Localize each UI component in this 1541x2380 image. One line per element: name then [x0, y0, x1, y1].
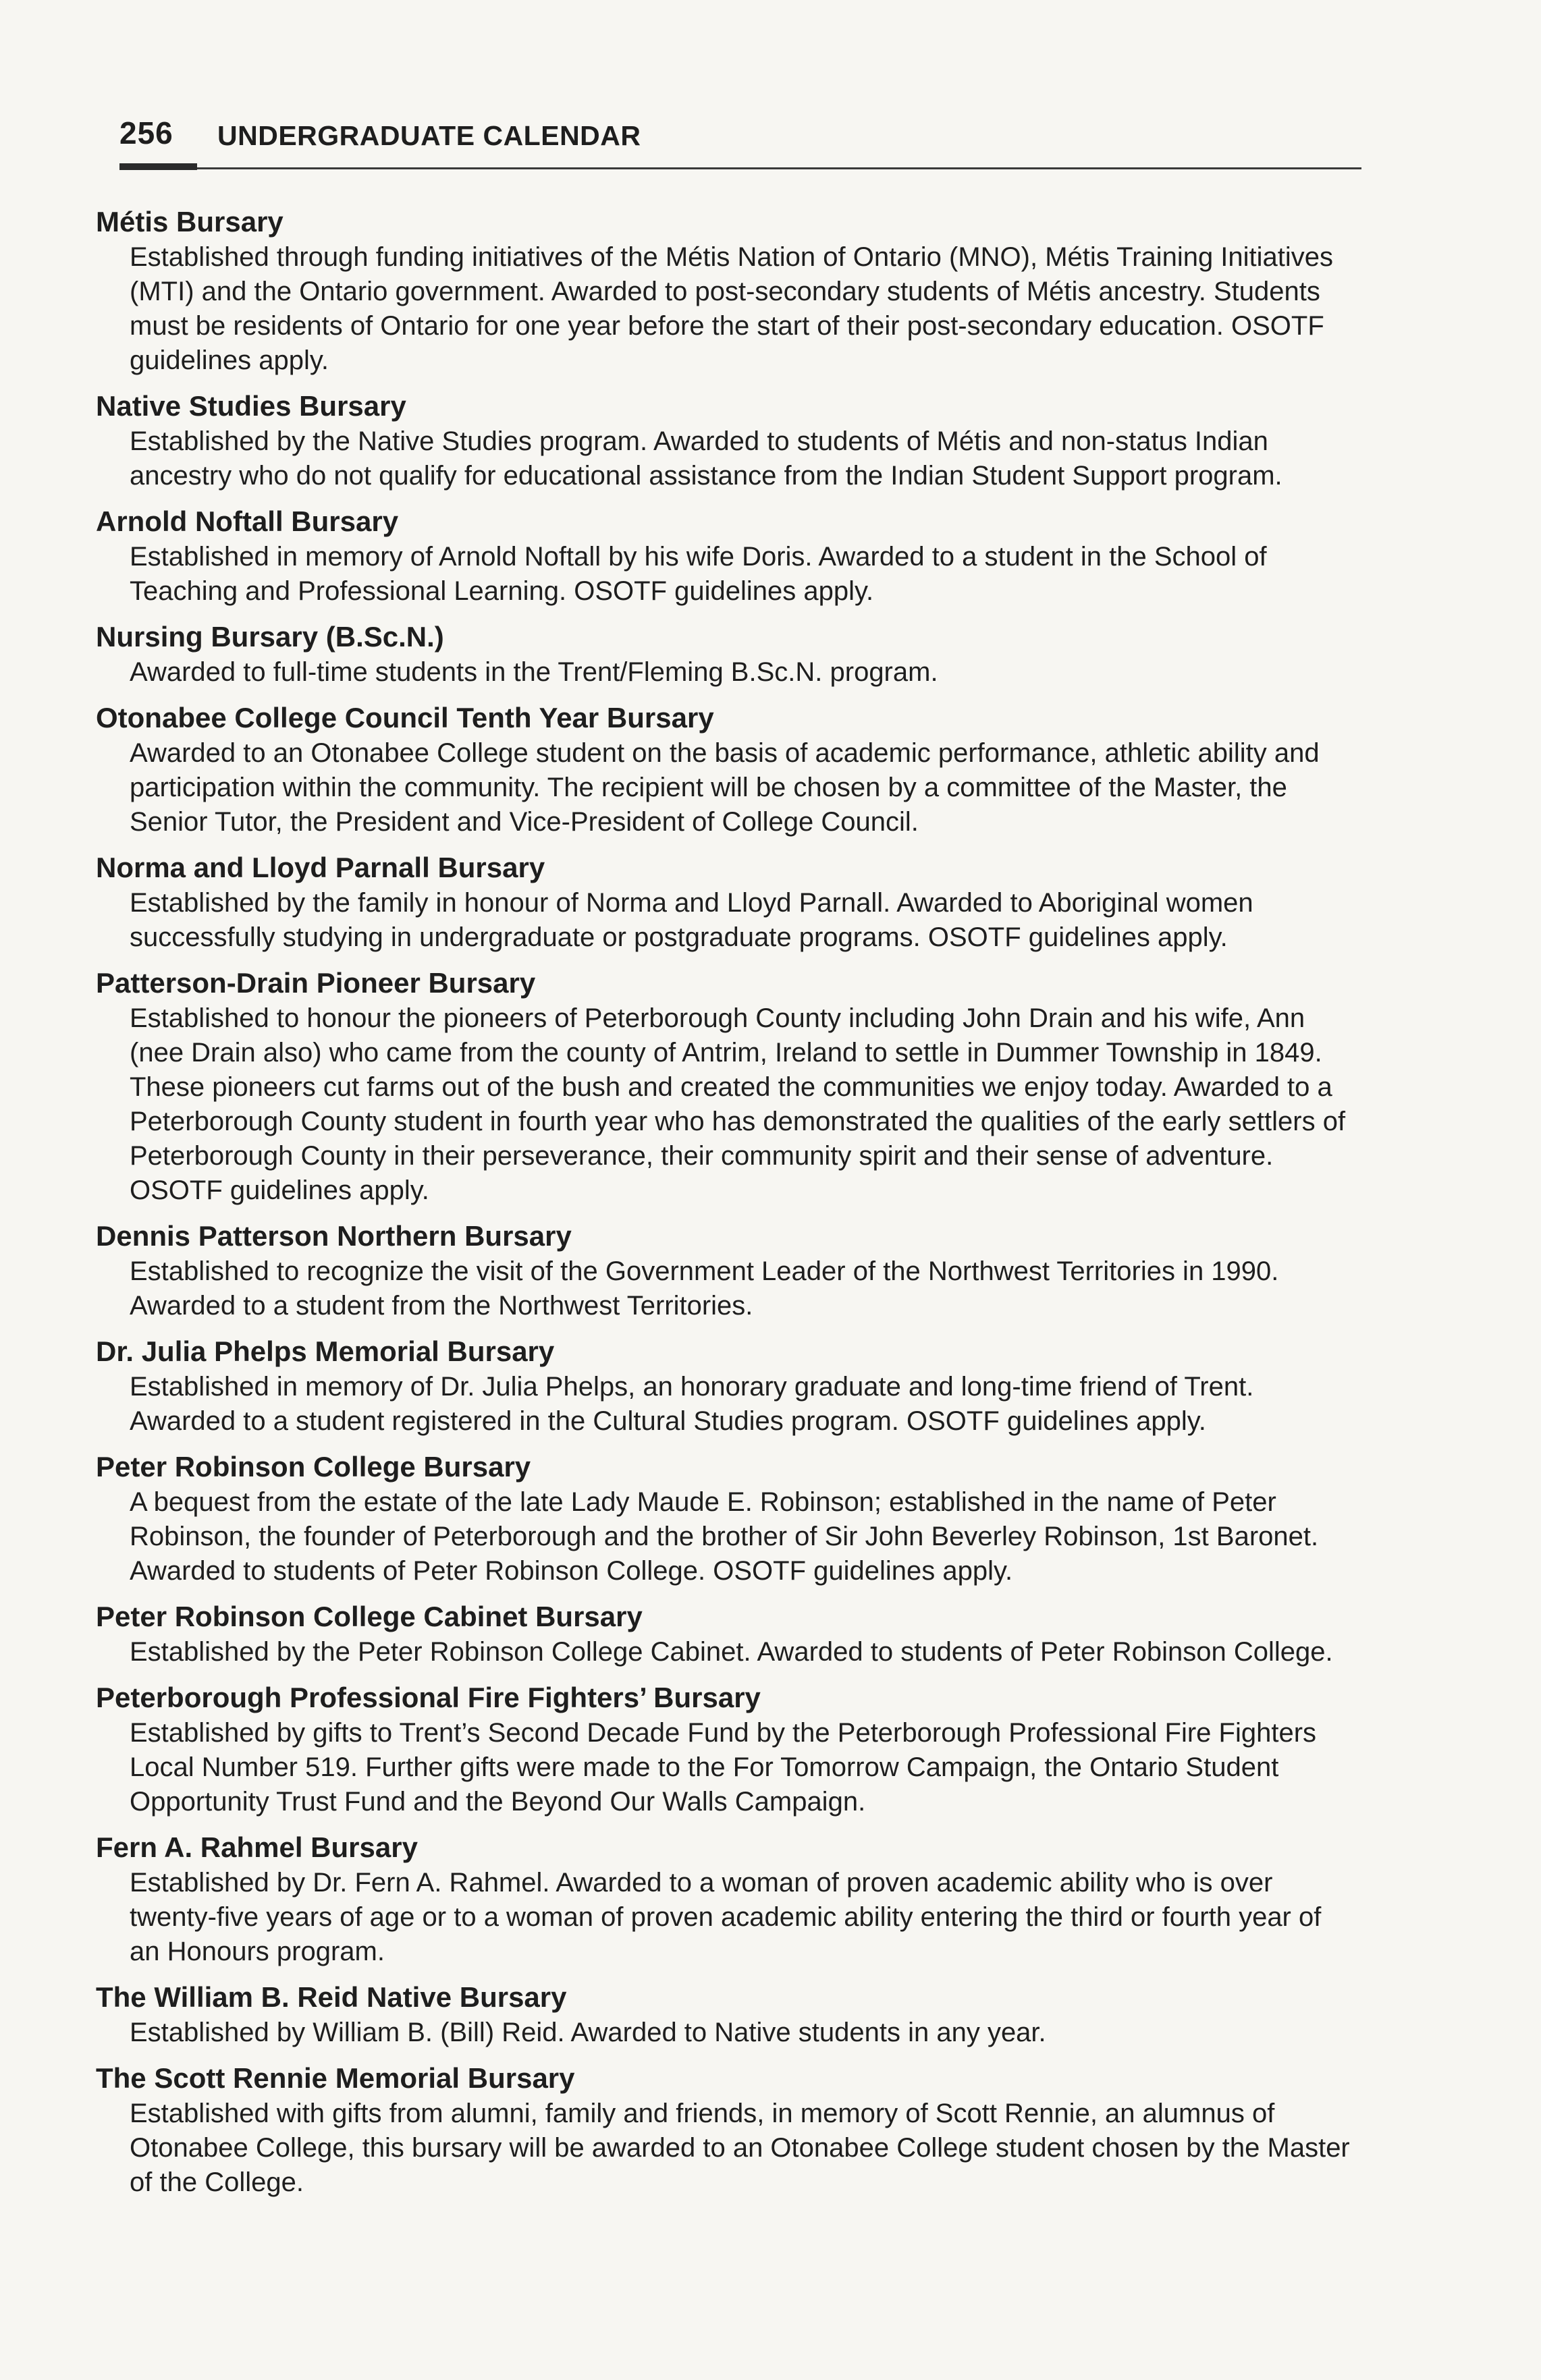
bursary-title: Nursing Bursary (B.Sc.N.) [96, 621, 444, 653]
bursary-entry-phelps [96, 1333, 1358, 1439]
bursary-title: Arnold Noftall Bursary [96, 505, 399, 537]
bursary-description: Established in memory of Arnold Noftall by his wife Doris. Awarded to a student in the School of Teaching and Professional Learning. OSOTF guidelines apply. [130, 542, 1267, 606]
bursary-entry-parnall [96, 850, 1358, 955]
bursary-entry-fire-fighters [96, 1680, 1358, 1819]
bursary-entry-reid [96, 1979, 1358, 2050]
bursary-description: Established with gifts from alumni, family and friends, in memory of Scott Rennie, an alumnus of Otonabee College, this bursary will be awarded to an Otonabee College student chosen by the Master of the College. [130, 2099, 1350, 2197]
bursary-description: Awarded to full-time students in the Trent/Fleming B.Sc.N. program. [130, 657, 938, 687]
bursary-description: Established by the family in honour of Norma and Lloyd Parnall. Awarded to Aboriginal women successfully studying in undergraduate or postgraduate programs. OSOTF guidelines apply. [130, 888, 1253, 952]
bursary-description: Established in memory of Dr. Julia Phelps, an honorary graduate and long-time friend of Trent. Awarded to a student registered in the Cultural Studies program. OSOTF guidelines apply. [130, 1372, 1254, 1436]
bursary-entry-rennie [96, 2060, 1358, 2200]
bursary-entry-peter-robinson-cabinet [96, 1599, 1358, 1669]
header-rule-accent [119, 163, 197, 170]
bursary-description: Established to honour the pioneers of Peterborough County including John Drain and his wife, Ann (nee Drain also) who came from the county of Antrim, Ireland to settle in Dummer Township in 1849. These pioneers cut farms out of the bush and created the communities we enjoy today. Awarded to a Peterborough County student in fourth year who has demonstrated the qualities of the early settlers of Peterborough County in their perseverance, their community spirit and their sense of adventure. OSOTF guidelines apply. [130, 1003, 1346, 1205]
bursary-title: Peter Robinson College Cabinet Bursary [96, 1601, 643, 1632]
bursary-title: Dennis Patterson Northern Bursary [96, 1220, 572, 1252]
bursary-title: Native Studies Bursary [96, 390, 406, 422]
bursary-list [96, 204, 1358, 2210]
page-number: 256 [119, 115, 173, 150]
header-rule [119, 167, 1361, 169]
bursary-entry-nursing [96, 619, 1358, 690]
bursary-title: Peterborough Professional Fire Fighters’ Bursary [96, 1682, 761, 1713]
page-header [119, 108, 1361, 175]
running-head: UNDERGRADUATE CALENDAR [217, 120, 641, 151]
bursary-description: Established to recognize the visit of the Government Leader of the Northwest Territories in 1990. Awarded to a student from the Northwest Territories. [130, 1256, 1279, 1321]
bursary-entry-patterson-drain [96, 965, 1358, 1208]
bursary-description: Established by William B. (Bill) Reid. Awarded to Native students in any year. [130, 2018, 1046, 2047]
bursary-entry-metis [96, 204, 1358, 378]
bursary-description: Established by Dr. Fern A. Rahmel. Awarded to a woman of proven academic ability who is over twenty-five years of age or to a woman of proven academic ability entering the third or fourth year of an Honours program. [130, 1868, 1322, 1966]
bursary-title: The William B. Reid Native Bursary [96, 1981, 567, 2013]
bursary-title: Dr. Julia Phelps Memorial Bursary [96, 1335, 555, 1367]
bursary-title: Peter Robinson College Bursary [96, 1451, 531, 1483]
bursary-title: Patterson-Drain Pioneer Bursary [96, 967, 536, 999]
bursary-title: Otonabee College Council Tenth Year Bursary [96, 702, 714, 734]
bursary-description: Established by gifts to Trent’s Second Decade Fund by the Peterborough Professional Fire Fighters Local Number 519. Further gifts were made to the For Tomorrow Campaign, the Ontario Student Opportunity Trust Fund and the Beyond Our Walls Campaign. [130, 1718, 1317, 1817]
bursary-description: Awarded to an Otonabee College student on the basis of academic performance, athletic ability and participation within the community. The recipient will be chosen by a committee of the Master, the Senior Tutor, the President and Vice-President of College Council. [130, 738, 1320, 837]
bursary-entry-native-studies [96, 388, 1358, 493]
bursary-description: A bequest from the estate of the late Lady Maude E. Robinson; established in the name of Peter Robinson, the founder of Peterborough and the brother of Sir John Beverley Robinson, 1st Baronet. Awarded to students of Peter Robinson College. OSOTF guidelines apply. [130, 1487, 1319, 1586]
bursary-title: The Scott Rennie Memorial Bursary [96, 2062, 575, 2094]
bursary-title: Norma and Lloyd Parnall Bursary [96, 852, 545, 883]
bursary-entry-noftall [96, 503, 1358, 609]
bursary-entry-dennis-patterson [96, 1218, 1358, 1323]
bursary-description: Established by the Native Studies program. Awarded to students of Métis and non-status Indian ancestry who do not qualify for educational assistance from the Indian Student Support program. [130, 426, 1282, 491]
bursary-entry-peter-robinson [96, 1449, 1358, 1588]
bursary-entry-rahmel [96, 1829, 1358, 1969]
bursary-title: Fern A. Rahmel Bursary [96, 1831, 418, 1863]
bursary-title: Métis Bursary [96, 206, 283, 238]
bursary-description: Established by the Peter Robinson College Cabinet. Awarded to students of Peter Robinson College. [130, 1637, 1333, 1667]
bursary-entry-otonabee-council [96, 700, 1358, 839]
bursary-description: Established through funding initiatives of the Métis Nation of Ontario (MNO), Métis Training Initiatives (MTI) and the Ontario government. Awarded to post-secondary students of Métis ancestry. Students must be residents of Ontario for one year before the start of their post-secondary education. OSOTF guidelines apply. [130, 242, 1334, 375]
